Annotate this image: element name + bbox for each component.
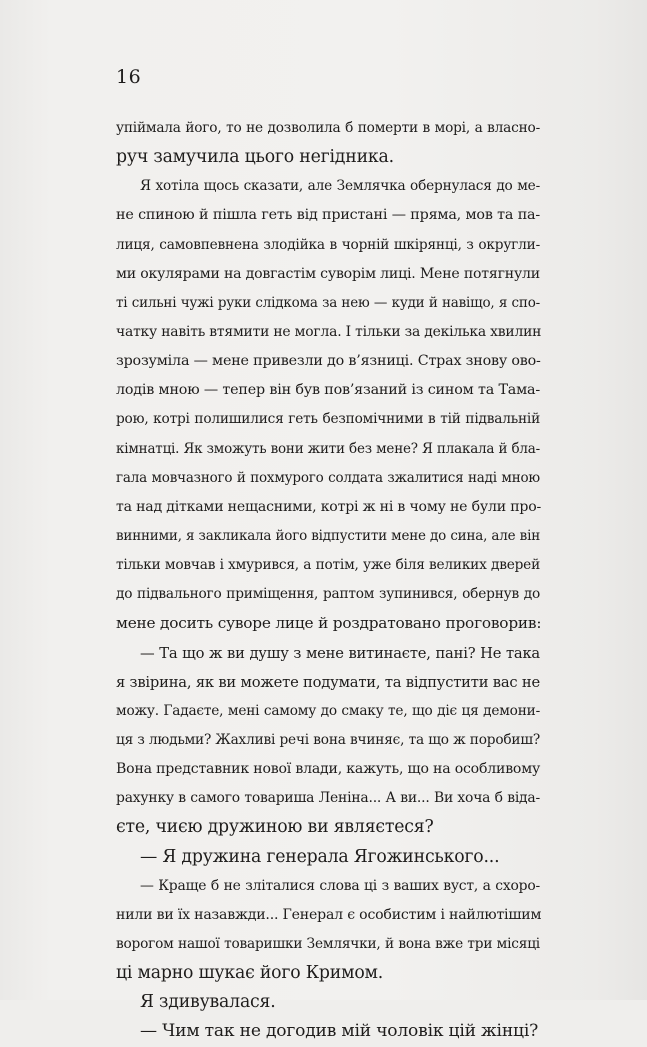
text-line: мене досить суворе лице й роздратовано проговорив: [116, 614, 542, 633]
text-line: зрозуміла — мене привезли до в’язниці. Страх знову ово- [116, 353, 541, 370]
text-line: тільки мовчав і хмурився, а потім, уже біля великих дверей [116, 557, 540, 574]
text-line: винними, я закликала його відпустити мене до сина, але він [116, 527, 540, 544]
text-line: кімнатці. Як зможуть вони жити без мене? Я плакала й бла- [116, 440, 540, 457]
text-line: я звірина, як ви можете подумати, та відпустити вас не [116, 673, 540, 691]
text-line: Вона представник нової влади, кажуть, що на особливому [116, 761, 541, 778]
text-line: ворогом нашої товаришки Землячки, й вона вже три місяці [116, 935, 540, 952]
text-line: — Та що ж ви душу з мене витинаєте, пані? Не така [140, 644, 540, 662]
text-line: упіймала його, то не дозволила б померти в морі, а власно- [116, 120, 540, 136]
text-line: ми окулярами на довгастім суворім лиці. Мене потягнули [116, 265, 540, 282]
text-line: ця з людьми? Жахливі речі вона вчиняє, та що ж поробиш? [116, 731, 540, 748]
text-line: — Я дружина генерала Ягожинського... [140, 846, 500, 867]
text-line: руч замучила цього негідника. [116, 147, 394, 168]
text-line: гала мовчазного й похмурого солдата зжалитися наді мною [116, 469, 540, 486]
text-line: єте, чиєю дружиною ви являєтеся? [116, 817, 434, 838]
text-line: чатку навіть втямити не могла. І тільки за декілька хвилин [116, 323, 542, 340]
text-line: рахунку в самого товариша Леніна... А ви... Ви хоча б віда- [116, 790, 540, 807]
page-number: 16 [116, 66, 142, 88]
text-line: ті сильні чужі руки слідкома за нею — куди й навіщо, я спо- [116, 294, 540, 311]
text-line: Я здивувалася. [140, 992, 276, 1013]
text-line: лиця, самовпевнена злодійка в чорній шкірянці, з округли- [116, 236, 540, 253]
text-line: — Краще б не зліталися слова ці з ваших вуст, а схоро- [140, 877, 540, 894]
text-line: рою, котрі полишилися геть безпомічними в тій підвальній [116, 411, 540, 428]
text-line: та над дітками нещасними, котрі ж ні в чому не були про- [116, 498, 542, 515]
text-line: Я хотіла щось сказати, але Землячка обернулася до ме- [140, 178, 540, 195]
text-line: можу. Гадаєте, мені самому до смаку те, що діє ця демони- [116, 702, 540, 719]
text-line: ці марно шукає його Кримом. [116, 963, 384, 984]
text-line: до підвального приміщення, раптом зупинився, обернув до [116, 586, 540, 603]
text-line: нили ви їх назавжди... Генерал є особистим і найлютішим [116, 906, 542, 923]
body-text [116, 114, 540, 1047]
text-line: лодів мною — тепер він був пов’язаний із сином та Тама- [116, 382, 540, 399]
text-line: не спиною й пішла геть від пристані — пряма, мов та па- [116, 207, 540, 224]
text-line: — Чим так не догодив мій чоловік цій жінці? [140, 1021, 539, 1042]
